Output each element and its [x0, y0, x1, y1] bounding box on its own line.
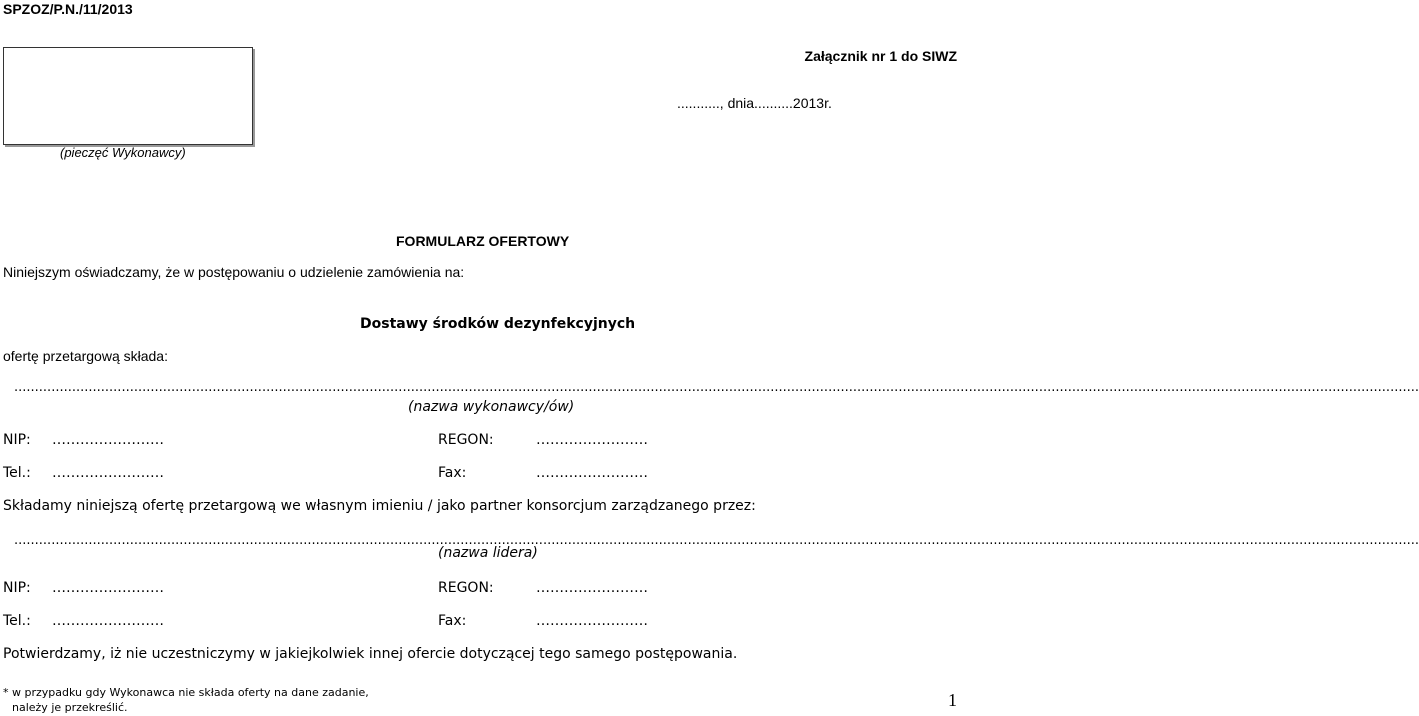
contractor-name-caption: (nazwa wykonawcy/ów) — [408, 399, 575, 415]
offer-submitted-by: ofertę przetargową składa: — [3, 348, 168, 364]
leader-tel-label: Tel.: — [3, 613, 31, 629]
contractor-regon-label: REGON: — [438, 432, 494, 448]
leader-nip-field[interactable]: …………………… — [52, 580, 164, 596]
annex-label: Załącznik nr 1 do SIWZ — [804, 48, 957, 64]
leader-fax-field[interactable]: …………………… — [536, 613, 648, 629]
contractor-nip-field[interactable]: …………………… — [52, 432, 164, 448]
order-subject: Dostawy środków dezynfekcyjnych — [360, 316, 636, 332]
contractor-regon-field[interactable]: …………………… — [536, 432, 648, 448]
contractor-fax-field[interactable]: …………………… — [536, 465, 648, 481]
stamp-caption: (pieczęć Wykonawcy) — [60, 145, 186, 160]
footnote-line-1: * w przypadku gdy Wykonawca nie składa oferty na dane zadanie, — [3, 686, 369, 699]
form-title: FORMULARZ OFERTOWY — [396, 233, 570, 249]
contractor-name-field[interactable]: .................................................................................................................................................................................................................................................................................................................................................... — [14, 380, 1419, 395]
date-line: ..........., dnia..........2013r. — [677, 95, 832, 111]
leader-regon-label: REGON: — [438, 580, 494, 596]
contractor-tel-label: Tel.: — [3, 465, 31, 481]
consortium-declaration: Składamy niniejszą ofertę przetargową we własnym imieniu / jako partner konsorcjum zarządzanego przez: — [3, 498, 756, 514]
footnote-line-2: należy je przekreślić. — [12, 701, 128, 714]
leader-regon-field[interactable]: …………………… — [536, 580, 648, 596]
leader-tel-field[interactable]: …………………… — [52, 613, 164, 629]
document-reference: SPZOZ/P.N./11/2013 — [3, 1, 133, 17]
contractor-tel-field[interactable]: …………………… — [52, 465, 164, 481]
leader-fax-label: Fax: — [438, 613, 467, 629]
non-participation-statement: Potwierdzamy, iż nie uczestniczymy w jakiejkolwiek innej ofercie dotyczącej tego samego postępowania. — [3, 646, 738, 662]
contractor-fax-label: Fax: — [438, 465, 467, 481]
page-number: 1 — [948, 690, 957, 710]
leader-name-field[interactable]: .................................................................................................................................................................................................................................................................................................................................................... — [14, 533, 1419, 548]
leader-nip-label: NIP: — [3, 580, 31, 596]
contractor-stamp-box — [3, 47, 253, 145]
intro-text: Niniejszym oświadczamy, że w postępowaniu o udzielenie zamówienia na: — [3, 264, 465, 280]
leader-name-caption: (nazwa lidera) — [438, 545, 538, 561]
contractor-nip-label: NIP: — [3, 432, 31, 448]
